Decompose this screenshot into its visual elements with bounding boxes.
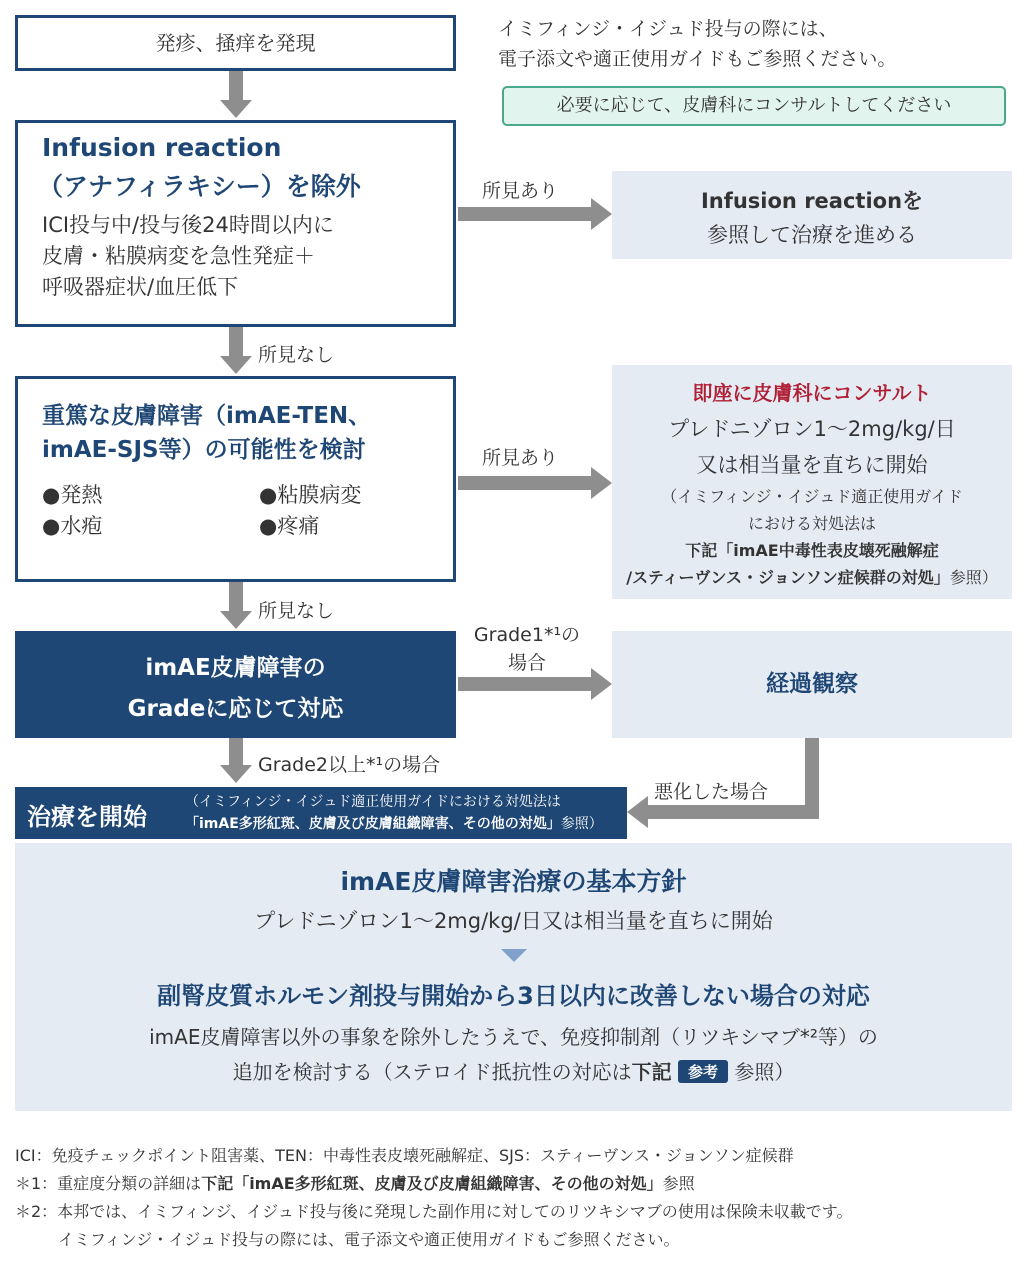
footnote1a: ＊1：重症度分類の詳細は <box>15 1174 202 1193</box>
top-note-line1: イミフィンジ・イジュド投与の際には、 <box>498 18 838 40</box>
treatment-bar <box>15 787 627 839</box>
label-worse: 悪化した場合 <box>654 781 769 803</box>
top-note-line2: 電子添文や適正使用ガイドもご参照ください。 <box>498 48 897 70</box>
treatment-note1: （イミフィンジ・イジュド適正使用ガイドにおける対処法は <box>185 794 561 810</box>
label-found-2: 所見あり <box>482 447 559 469</box>
consult-note: 必要に応じて、皮膚科にコンサルトしてください <box>502 86 1006 126</box>
label-grade1-b: 場合 <box>507 652 546 674</box>
down-triangle-icon <box>501 949 527 962</box>
infusion-result-box <box>612 171 1012 259</box>
policy-title: imAE皮膚障害治療の基本方針 <box>340 867 687 896</box>
infusion-box <box>15 120 456 327</box>
policy-line3b: 下記 <box>631 1060 672 1084</box>
policy-line: プレドニゾロン1〜2mg/kg/日又は相当量を直ちに開始 <box>254 909 773 933</box>
treatment-title: 治療を開始 <box>27 803 147 831</box>
severe-title-1: 重篤な皮膚障害（imAE-TEN、 <box>42 403 372 429</box>
consult-box <box>612 365 1012 599</box>
infusion-desc-2: 皮膚・粘膜病変を急性発症＋ <box>42 244 315 268</box>
label-grade2: Grade2以上*¹の場合 <box>258 754 441 776</box>
reference-badge: 参考 <box>678 1060 728 1083</box>
treatment-note2a: 「imAE多形紅斑、皮膚及び皮膚組織障害、その他の対処」 <box>185 816 561 832</box>
grade-box <box>15 631 456 738</box>
policy-line3a: 追加を検討する（ステロイド抵抗性の対応は <box>232 1060 632 1084</box>
severe-box <box>15 376 456 582</box>
consult-title: 即座に皮膚科にコンサルト <box>692 381 932 405</box>
grade-line2: Gradeに応じて対応 <box>127 696 344 722</box>
treatment-note2b: 参照） <box>560 816 603 832</box>
consult-line3: （イミフィンジ・イジュド適正使用ガイド <box>661 487 963 506</box>
start-box: 発疹、掻痒を発現 <box>15 15 456 71</box>
consult-line6a: /スティーヴンス・ジョンソン症候群の対処」 <box>626 568 950 587</box>
footnote1b: 下記「imAE多形紅斑、皮膚及び皮膚組織障害、その他の対処」 <box>201 1174 663 1193</box>
consult-line6b: 参照） <box>949 568 998 587</box>
footnote1c: 参照 <box>662 1174 695 1193</box>
footnote-abbrev: ICI：免疫チェックポイント阻害薬、TEN：中毒性表皮壊死融解症、SJS：スティーヴンス・ジョンソン症候群 <box>15 1146 794 1165</box>
label-grade1-a: Grade1*¹の <box>473 624 581 646</box>
policy-box <box>15 843 1012 1111</box>
footnote2: ＊2：本邦では、イミフィンジ、イジュド投与後に発現した副作用に対してのリツキシマブの使用は保険未収載です。 <box>15 1202 853 1221</box>
severe-item-fever: ●発熱 <box>42 483 103 507</box>
infusion-result-line2: 参照して治療を進める <box>707 223 917 247</box>
label-not-found-2: 所見なし <box>258 600 335 622</box>
consult-line2: 又は相当量を直ちに開始 <box>696 453 928 477</box>
observe-box: 経過観察 <box>612 631 1012 738</box>
severe-item-pain: ●疼痛 <box>259 514 320 538</box>
policy-line3c: 参照） <box>734 1060 795 1084</box>
infusion-title-2: （アナフィラキシー）を除外 <box>38 172 361 201</box>
consult-line4: における対処法は <box>747 514 876 533</box>
severe-item-blister: ●水疱 <box>42 514 103 538</box>
infusion-desc-3: 呼吸器症状/血圧低下 <box>42 275 239 299</box>
grade-line1: imAE皮膚障害の <box>145 655 326 681</box>
label-not-found-1: 所見なし <box>258 344 335 366</box>
infusion-desc-1: ICI投与中/投与後24時間以内に <box>42 213 334 237</box>
label-found-1: 所見あり <box>482 180 559 202</box>
policy-title2: 副腎皮質ホルモン剤投与開始から3日以内に改善しない場合の対応 <box>157 982 870 1010</box>
severe-item-mucosa: ●粘膜病変 <box>259 483 362 507</box>
infusion-title-1: Infusion reaction <box>42 133 282 162</box>
consult-line5: 下記「imAE中毒性表皮壊死融解症 <box>685 541 939 560</box>
severe-title-2: imAE-SJS等）の可能性を検討 <box>42 437 366 463</box>
policy-line2: imAE皮膚障害以外の事象を除外したうえで、免疫抑制剤（リツキシマブ*²等）の <box>149 1025 878 1049</box>
infusion-result-line1: Infusion reactionを <box>700 189 924 213</box>
consult-line1: プレドニゾロン1〜2mg/kg/日 <box>668 417 956 441</box>
footnote3: イミフィンジ・イジュド投与の際には、電子添文や適正使用ガイドもご参照ください。 <box>58 1230 680 1249</box>
